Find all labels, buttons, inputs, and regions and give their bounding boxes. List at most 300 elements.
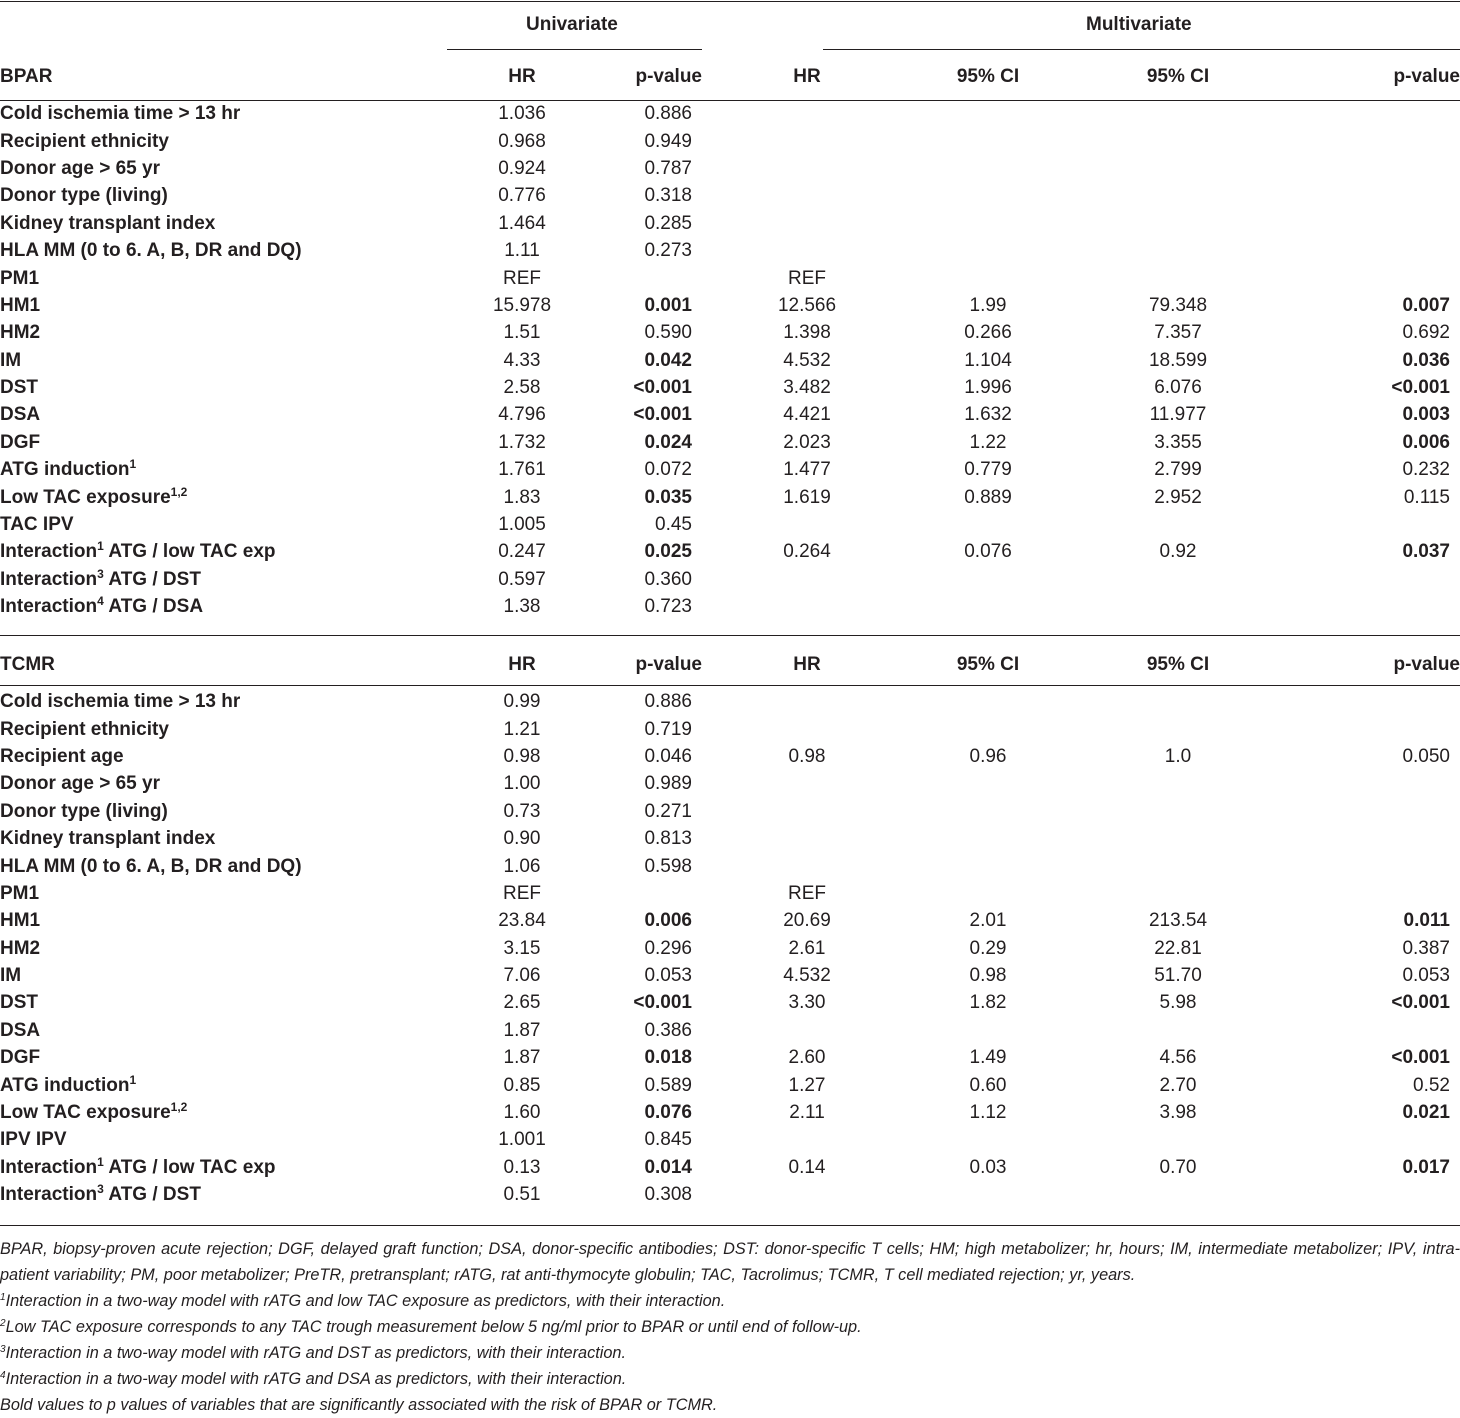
univariate-pvalue: 0.273 — [644, 240, 692, 262]
row-label: HLA MM (0 to 6. A, B, DR and DQ) — [0, 855, 302, 877]
table-row — [0, 210, 1460, 237]
multivariate-hr: 1.398 — [783, 322, 831, 344]
table-row — [0, 538, 1460, 565]
multivariate-pvalue — [1292, 237, 1460, 264]
multivariate-pvalue: 0.387 — [1402, 937, 1450, 959]
multivariate-pvalue — [1292, 1181, 1460, 1208]
table-row — [0, 770, 1460, 797]
ci-lower: 0.779 — [964, 459, 1012, 481]
univariate-underline — [447, 49, 702, 50]
row-label: IPV IPV — [0, 1129, 67, 1151]
row-label: DSA — [0, 404, 41, 426]
table-footnotes — [0, 1236, 1460, 1418]
multivariate-hr: 3.482 — [783, 377, 831, 399]
multivariate-pvalue: 0.006 — [1402, 431, 1450, 453]
multivariate-hr — [702, 770, 912, 797]
multivariate-pvalue: 0.050 — [1402, 745, 1450, 767]
univariate-pvalue: 0.949 — [644, 130, 692, 152]
ci-lower — [912, 798, 1064, 825]
univariate-hr: 0.247 — [498, 541, 546, 563]
univariate-hr: 1.001 — [498, 1129, 546, 1151]
row-label: IM — [0, 349, 22, 371]
multivariate-pvalue: 0.021 — [1402, 1102, 1450, 1124]
ci-upper-header: 95% CI — [1146, 653, 1210, 675]
ci-upper: 5.98 — [1159, 992, 1197, 1014]
table-row — [0, 319, 1460, 346]
ci-lower — [912, 688, 1064, 715]
row-label: PM1 — [0, 267, 40, 289]
univariate-pvalue: 0.589 — [644, 1074, 692, 1096]
ci-upper — [1064, 100, 1292, 127]
bpar-table — [0, 52, 1460, 620]
univariate-pvalue: 0.787 — [644, 157, 692, 179]
univariate-hr: 0.776 — [498, 185, 546, 207]
ci-lower: 0.076 — [964, 541, 1012, 563]
ci-lower — [912, 511, 1064, 538]
table-row — [0, 429, 1460, 456]
row-label: Recipient ethnicity — [0, 130, 169, 152]
univariate-pvalue: 0.813 — [644, 828, 692, 850]
univariate-hr: 2.65 — [503, 992, 541, 1014]
multivariate-hr — [702, 100, 912, 127]
ci-upper — [1064, 210, 1292, 237]
multivariate-pvalue — [1292, 798, 1460, 825]
multivariate-pvalue-header: p-value — [1393, 65, 1460, 87]
univariate-hr: 0.99 — [503, 691, 541, 713]
table-row — [0, 456, 1460, 483]
row-label: IM — [0, 965, 22, 987]
univariate-hr: 7.06 — [503, 965, 541, 987]
table-row — [0, 688, 1460, 715]
row-label: PM1 — [0, 882, 40, 904]
ci-lower — [912, 1181, 1064, 1208]
univariate-pvalue: 0.001 — [644, 294, 692, 316]
multivariate-pvalue — [1292, 210, 1460, 237]
univariate-hr: 0.968 — [498, 130, 546, 152]
univariate-pvalue: 0.072 — [644, 459, 692, 481]
tcmr-table — [0, 640, 1460, 1208]
multivariate-hr: 3.30 — [788, 992, 826, 1014]
multivariate-hr — [702, 127, 912, 154]
univariate-pvalue: 0.886 — [644, 103, 692, 125]
univariate-hr: 1.005 — [498, 514, 546, 536]
row-label: DST — [0, 377, 38, 399]
univariate-pvalue: 0.598 — [644, 855, 692, 877]
ci-upper — [1064, 155, 1292, 182]
ci-upper — [1064, 1017, 1292, 1044]
multivariate-pvalue: <0.001 — [1391, 992, 1450, 1014]
ci-upper — [1064, 511, 1292, 538]
multivariate-hr: 2.023 — [783, 431, 831, 453]
ci-upper: 22.81 — [1154, 937, 1202, 959]
univariate-hr: 1.464 — [498, 212, 546, 234]
multivariate-hr: 1.477 — [783, 459, 831, 481]
multivariate-hr: 1.27 — [788, 1074, 826, 1096]
row-label: ATG induction$^1$ — [0, 457, 137, 481]
univariate-pvalue: 0.025 — [644, 541, 692, 563]
multivariate-hr — [702, 182, 912, 209]
row-label: Donor type (living) — [0, 185, 168, 207]
univariate-pvalue: 0.318 — [644, 185, 692, 207]
footnote-1: $^1$Interaction in a two-way model with rATG and low TAC exposure as predictors, with their interaction. — [0, 1292, 726, 1310]
ci-upper — [1064, 825, 1292, 852]
multivariate-header: Multivariate — [1086, 14, 1192, 35]
multivariate-pvalue — [1292, 155, 1460, 182]
table-row — [0, 962, 1460, 989]
univariate-pvalue: 0.018 — [644, 1047, 692, 1069]
row-label: HM2 — [0, 322, 41, 344]
ci-lower-header: 95% CI — [956, 65, 1020, 87]
multivariate-pvalue: 0.036 — [1402, 349, 1450, 371]
ci-upper — [1064, 237, 1292, 264]
multivariate-pvalue — [1292, 880, 1460, 907]
row-label: Donor age > 65 yr — [0, 157, 160, 179]
univariate-hr: 1.60 — [503, 1102, 541, 1124]
row-label: Interaction$^3$ ATG / DST — [0, 566, 201, 590]
univariate-hr: 0.597 — [498, 568, 546, 590]
ci-lower — [912, 264, 1064, 291]
multivariate-hr: 2.11 — [789, 1102, 825, 1124]
univariate-pvalue: 0.285 — [644, 212, 692, 234]
table-row — [0, 347, 1460, 374]
multivariate-pvalue — [1292, 100, 1460, 127]
ci-upper — [1064, 127, 1292, 154]
univariate-hr: REF — [503, 267, 541, 289]
multivariate-pvalue: 0.017 — [1402, 1156, 1450, 1178]
univariate-pvalue: 0.024 — [644, 431, 692, 453]
multivariate-hr: REF — [788, 267, 826, 289]
table-row — [0, 100, 1460, 127]
row-label: Interaction$^1$ ATG / low TAC exp — [0, 539, 276, 563]
multivariate-hr — [702, 852, 912, 879]
ci-upper: 2.70 — [1159, 1074, 1197, 1096]
multivariate-hr — [702, 237, 912, 264]
univariate-header: Univariate — [526, 14, 618, 35]
table-row — [0, 483, 1460, 510]
univariate-pvalue: 0.006 — [644, 910, 692, 932]
univariate-hr: 1.761 — [498, 459, 546, 481]
univariate-hr: 23.84 — [498, 910, 546, 932]
multivariate-hr: 0.98 — [788, 745, 826, 767]
ci-upper: 213.54 — [1148, 910, 1208, 932]
ci-lower: 0.889 — [964, 486, 1012, 508]
tcmr-section-rule — [0, 635, 1460, 636]
row-label: HLA MM (0 to 6. A, B, DR and DQ) — [0, 240, 302, 262]
multivariate-hr: 2.61 — [788, 937, 826, 959]
table-row — [0, 155, 1460, 182]
multivariate-hr-header: HR — [793, 653, 821, 675]
footnote-4: $^4$Interaction in a two-way model with rATG and DSA as predictors, with their interaction. — [0, 1370, 627, 1388]
univariate-pvalue: <0.001 — [633, 992, 692, 1014]
table-row — [0, 237, 1460, 264]
row-label: Kidney transplant index — [0, 212, 216, 234]
multivariate-hr — [702, 688, 912, 715]
table-row — [0, 743, 1460, 770]
ci-lower — [912, 852, 1064, 879]
table-row — [0, 1154, 1460, 1181]
ci-lower — [912, 825, 1064, 852]
univariate-hr: 0.924 — [498, 157, 546, 179]
univariate-hr: 1.036 — [498, 103, 546, 125]
ci-lower: 0.60 — [969, 1074, 1007, 1096]
ci-lower — [912, 1017, 1064, 1044]
table-row — [0, 511, 1460, 538]
footnote-3: $^3$Interaction in a two-way model with rATG and DST as predictors, with their interaction. — [0, 1344, 627, 1362]
table-row — [0, 1044, 1460, 1071]
ci-upper — [1064, 880, 1292, 907]
multivariate-pvalue — [1292, 852, 1460, 879]
ci-lower — [912, 155, 1064, 182]
univariate-hr: 0.73 — [503, 800, 541, 822]
row-label: Recipient ethnicity — [0, 718, 169, 740]
multivariate-pvalue: 0.011 — [1403, 910, 1450, 932]
univariate-pvalue: 0.271 — [644, 800, 692, 822]
ci-upper: 4.56 — [1159, 1047, 1197, 1069]
univariate-pvalue: 0.042 — [644, 349, 692, 371]
multivariate-pvalue — [1292, 1126, 1460, 1153]
ci-lower: 1.104 — [964, 349, 1012, 371]
ci-lower — [912, 566, 1064, 593]
row-label: Recipient age — [0, 745, 124, 767]
footnote-2: $^2$Low TAC exposure corresponds to any TAC trough measurement below 5 ng/ml prior to BPAR or until end of follow-up. — [0, 1318, 862, 1336]
table-row — [0, 264, 1460, 291]
univariate-pvalue: 0.723 — [644, 596, 692, 618]
univariate-pvalue-header: p-value — [635, 65, 702, 87]
multivariate-pvalue: <0.001 — [1391, 377, 1450, 399]
ci-upper: 0.92 — [1159, 541, 1197, 563]
ci-upper — [1064, 688, 1292, 715]
multivariate-hr — [702, 825, 912, 852]
multivariate-pvalue — [1292, 770, 1460, 797]
univariate-pvalue: 0.014 — [644, 1156, 692, 1178]
multivariate-hr — [702, 1017, 912, 1044]
ci-upper — [1064, 264, 1292, 291]
univariate-hr: 0.90 — [503, 828, 541, 850]
table-row — [0, 852, 1460, 879]
ci-upper: 3.98 — [1159, 1102, 1197, 1124]
table-row — [0, 566, 1460, 593]
row-label: ATG induction$^1$ — [0, 1072, 137, 1096]
multivariate-hr: 20.69 — [783, 910, 831, 932]
univariate-hr: 2.58 — [503, 377, 541, 399]
column-header-row — [0, 640, 1460, 688]
ci-upper: 2.799 — [1154, 459, 1202, 481]
ci-upper: 18.599 — [1148, 349, 1208, 371]
univariate-pvalue-header: p-value — [635, 653, 702, 675]
multivariate-pvalue: 0.037 — [1402, 541, 1450, 563]
table-row — [0, 1071, 1460, 1098]
univariate-pvalue: 0.296 — [644, 937, 692, 959]
row-label: Kidney transplant index — [0, 828, 216, 850]
ci-lower: 1.996 — [964, 377, 1012, 399]
row-label: HM2 — [0, 937, 41, 959]
univariate-hr: 1.06 — [503, 855, 541, 877]
multivariate-pvalue: <0.001 — [1391, 1047, 1450, 1069]
multivariate-pvalue: 0.692 — [1402, 322, 1450, 344]
top-rule — [0, 1, 1460, 2]
ci-upper-header: 95% CI — [1146, 65, 1210, 87]
univariate-hr: 4.33 — [503, 349, 541, 371]
ci-lower: 1.632 — [964, 404, 1012, 426]
row-label: Cold ischemia time > 13 hr — [0, 103, 241, 125]
univariate-pvalue: 0.886 — [644, 691, 692, 713]
ci-lower-header: 95% CI — [956, 653, 1020, 675]
multivariate-pvalue — [1292, 264, 1460, 291]
table-row — [0, 182, 1460, 209]
ci-lower — [912, 210, 1064, 237]
ci-upper: 1.0 — [1164, 745, 1192, 767]
univariate-hr: 0.51 — [503, 1184, 541, 1206]
section-title: TCMR — [0, 653, 55, 675]
section-title: BPAR — [0, 65, 53, 87]
multivariate-underline — [823, 49, 1460, 50]
ci-upper — [1064, 1126, 1292, 1153]
univariate-hr: 0.13 — [503, 1156, 541, 1178]
ci-upper: 51.70 — [1154, 965, 1202, 987]
ci-lower — [912, 182, 1064, 209]
univariate-hr: 1.00 — [503, 773, 541, 795]
ci-lower — [912, 593, 1064, 620]
univariate-pvalue: 0.590 — [644, 322, 692, 344]
table-row — [0, 292, 1460, 319]
multivariate-hr: 0.14 — [788, 1156, 826, 1178]
row-label: Interaction$^3$ ATG / DST — [0, 1182, 201, 1206]
ci-upper — [1064, 798, 1292, 825]
multivariate-hr — [702, 511, 912, 538]
ci-lower: 0.266 — [964, 322, 1012, 344]
multivariate-hr — [702, 1126, 912, 1153]
univariate-hr: 3.15 — [503, 937, 541, 959]
row-label: DGF — [0, 1047, 41, 1069]
row-label: DGF — [0, 431, 41, 453]
table-bottom-rule — [0, 1225, 1460, 1226]
ci-upper: 0.70 — [1159, 1156, 1197, 1178]
ci-lower: 1.49 — [969, 1047, 1007, 1069]
table-row — [0, 798, 1460, 825]
row-label: Donor age > 65 yr — [0, 773, 160, 795]
multivariate-pvalue: 0.007 — [1402, 294, 1450, 316]
univariate-pvalue: 0.989 — [644, 773, 692, 795]
ci-upper — [1064, 593, 1292, 620]
ci-upper: 6.076 — [1154, 377, 1202, 399]
multivariate-hr — [702, 715, 912, 742]
multivariate-hr: 0.264 — [783, 541, 831, 563]
row-label: TAC IPV — [0, 514, 74, 536]
univariate-hr: 1.87 — [503, 1047, 541, 1069]
table-row — [0, 1126, 1460, 1153]
table-row — [0, 593, 1460, 620]
multivariate-pvalue — [1292, 511, 1460, 538]
ci-lower: 0.98 — [969, 965, 1007, 987]
table-row — [0, 1017, 1460, 1044]
univariate-hr: 1.21 — [503, 718, 541, 740]
multivariate-pvalue-header: p-value — [1393, 653, 1460, 675]
ci-lower — [912, 100, 1064, 127]
ci-lower: 0.03 — [969, 1156, 1007, 1178]
row-label: DSA — [0, 1019, 41, 1041]
table-row — [0, 880, 1460, 907]
univariate-pvalue: 0.386 — [644, 1019, 692, 1041]
ci-upper — [1064, 566, 1292, 593]
row-label: DST — [0, 992, 38, 1014]
univariate-pvalue: 0.45 — [655, 514, 692, 536]
univariate-hr: 15.978 — [492, 294, 552, 316]
ci-upper: 79.348 — [1148, 294, 1208, 316]
ci-lower: 1.82 — [969, 992, 1007, 1014]
table-row — [0, 907, 1460, 934]
univariate-pvalue — [597, 264, 702, 291]
multivariate-hr: 4.532 — [783, 349, 831, 371]
row-label: Interaction$^1$ ATG / low TAC exp — [0, 1154, 276, 1178]
multivariate-hr — [702, 798, 912, 825]
table-row — [0, 935, 1460, 962]
multivariate-hr — [702, 155, 912, 182]
table-row — [0, 374, 1460, 401]
ci-upper: 11.977 — [1149, 404, 1207, 426]
univariate-hr: 1.11 — [504, 240, 540, 262]
ci-upper: 2.952 — [1154, 486, 1202, 508]
ci-upper — [1064, 852, 1292, 879]
multivariate-pvalue: 0.053 — [1402, 965, 1450, 987]
univariate-hr: 4.796 — [498, 404, 546, 426]
multivariate-hr: 4.421 — [783, 404, 831, 426]
univariate-pvalue: 0.035 — [644, 486, 692, 508]
ci-lower — [912, 770, 1064, 797]
univariate-pvalue: 0.308 — [644, 1184, 692, 1206]
multivariate-hr — [702, 566, 912, 593]
ci-upper: 3.355 — [1154, 431, 1202, 453]
ci-lower — [912, 127, 1064, 154]
univariate-hr-header: HR — [508, 65, 536, 87]
univariate-hr: 1.83 — [503, 486, 541, 508]
univariate-pvalue: 0.076 — [644, 1102, 692, 1124]
univariate-hr: 1.732 — [498, 431, 546, 453]
univariate-hr: REF — [503, 882, 541, 904]
univariate-pvalue: <0.001 — [633, 377, 692, 399]
univariate-hr-header: HR — [508, 653, 536, 675]
row-label: Low TAC exposure$^{1,2}$ — [0, 1100, 188, 1124]
multivariate-hr — [702, 1181, 912, 1208]
table-row — [0, 127, 1460, 154]
multivariate-hr: 4.532 — [783, 965, 831, 987]
row-label: HM1 — [0, 294, 41, 316]
bold-values-note: Bold values to p values of variables that are significantly associated with the risk of BPAR or TCMR. — [0, 1396, 718, 1414]
row-label: Interaction$^4$ ATG / DSA — [0, 594, 204, 618]
ci-upper — [1064, 1181, 1292, 1208]
ci-lower: 1.99 — [969, 294, 1007, 316]
multivariate-pvalue — [1292, 688, 1460, 715]
multivariate-hr: 2.60 — [788, 1047, 826, 1069]
ci-upper: 7.357 — [1154, 322, 1202, 344]
ci-lower: 2.01 — [969, 910, 1007, 932]
multivariate-pvalue — [1292, 1017, 1460, 1044]
multivariate-pvalue — [1292, 715, 1460, 742]
univariate-pvalue: 0.360 — [644, 568, 692, 590]
ci-lower — [912, 1126, 1064, 1153]
multivariate-pvalue — [1292, 127, 1460, 154]
table-row — [0, 989, 1460, 1016]
univariate-pvalue: 0.719 — [644, 718, 692, 740]
multivariate-pvalue: 0.115 — [1403, 486, 1450, 508]
univariate-pvalue: 0.053 — [644, 965, 692, 987]
univariate-pvalue: 0.046 — [644, 745, 692, 767]
multivariate-pvalue — [1292, 825, 1460, 852]
univariate-hr: 0.85 — [503, 1074, 541, 1096]
row-label: Donor type (living) — [0, 800, 168, 822]
ci-lower: 0.96 — [969, 745, 1007, 767]
ci-lower — [912, 715, 1064, 742]
ci-upper — [1064, 715, 1292, 742]
